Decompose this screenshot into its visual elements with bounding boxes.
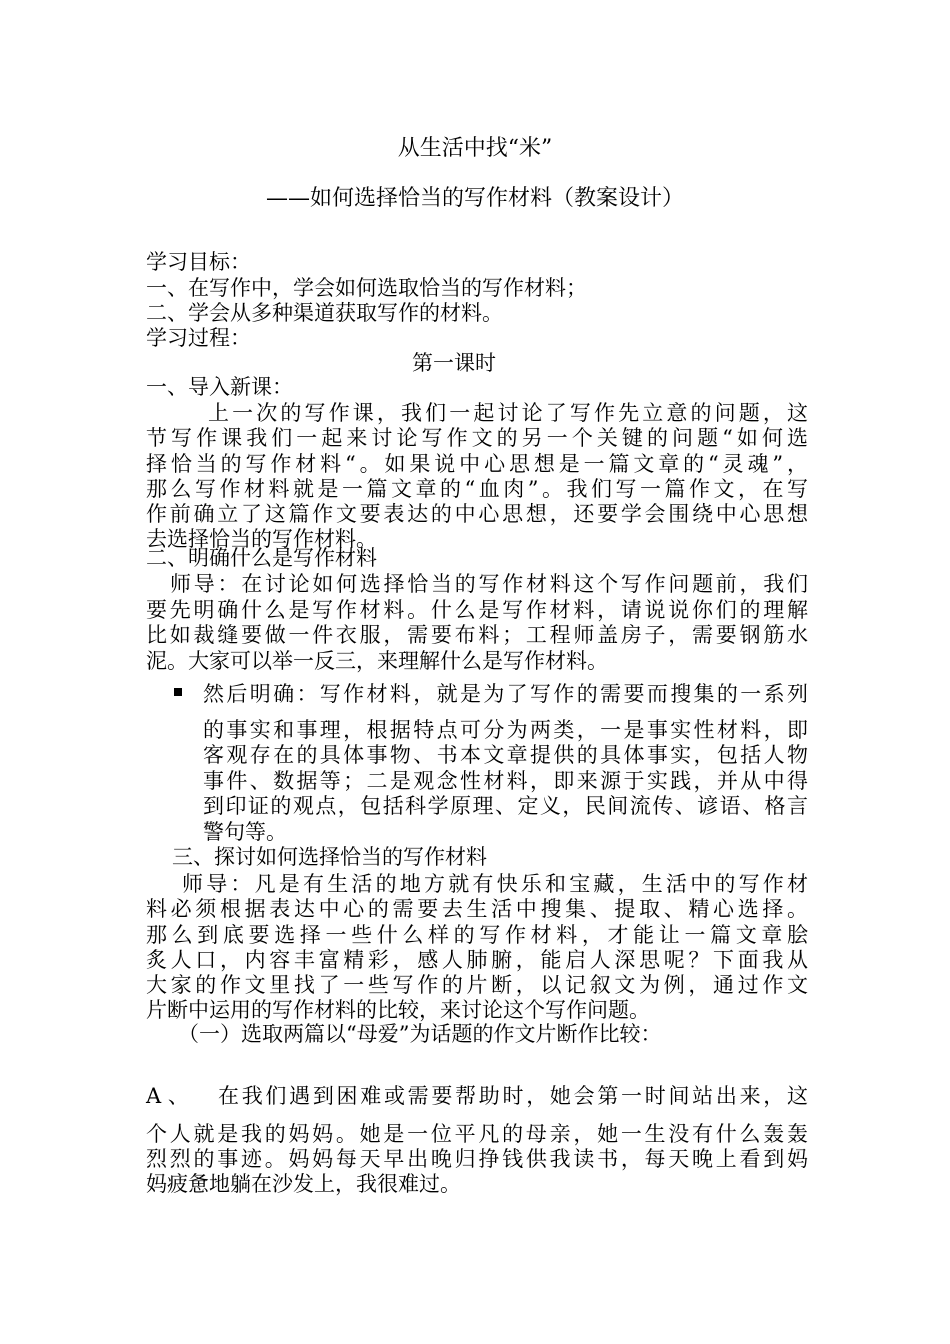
bullet-line: 到印证的观点，包括科学原理、定义，民间流传、谚语、格言 [203, 794, 808, 818]
objective-item: 一、在写作中，学会如何选取恰当的写作材料； [146, 276, 587, 300]
bullet-line: 事件、数据等；二是观念性材料，即来源于实践，并从中得 [203, 769, 808, 793]
section2-line: 要先明确什么是写作材料。什么是写作材料，请说说你们的理解 [146, 598, 808, 622]
section3-heading: 三、探讨如何选择恰当的写作材料 [172, 845, 487, 869]
excerpt-a-line: 在我们遇到困难或需要帮助时，她会第一时间站出来，这 [218, 1084, 808, 1108]
lesson-heading: 第一课时 [412, 351, 496, 375]
section3-line: 大家的作文里找了一些写作的片断，以记叙文为例，通过作文 [146, 973, 808, 997]
section2-heading: 二、明确什么是写作材料 [146, 546, 377, 570]
section1-line: 去选择恰当的写作材料。 [146, 527, 377, 551]
bullet-square-icon [174, 688, 182, 696]
section2-line: 泥。大家可以举一反三，来理解什么是写作材料。 [146, 649, 608, 673]
bullet-line: 警句等。 [203, 820, 287, 844]
page-subtitle: ——如何选择恰当的写作材料（教案设计） [265, 186, 684, 211]
section1-line: 作前确立了这篇作文要表达的中心思想，还要学会围绕中心思想 [146, 502, 808, 526]
bullet-line: 客观存在的具体事物、书本文章提供的具体事实，包括人物 [203, 743, 808, 767]
section1-line: 上一次的写作课，我们一起讨论了写作先立意的问题，这 [208, 401, 808, 425]
section1-line: 那么写作材料就是一篇文章的“血肉”。我们写一篇作文，在写 [146, 477, 808, 501]
section3-line: 师导：凡是有生活的地方就有快乐和宝藏，生活中的写作材 [182, 872, 808, 896]
process-heading: 学习过程： [146, 326, 251, 350]
excerpt-a-label: A 、 [146, 1084, 189, 1108]
bullet-line: 的事实和事理，根据特点可分为两类，一是事实性材料，即 [203, 718, 808, 742]
bullet-line: 然后明确：写作材料，就是为了写作的需要而搜集的一系列 [203, 682, 808, 706]
section3-line: 片断中运用的写作材料的比较，来讨论这个写作问题。 [146, 998, 650, 1022]
section3-line: 那么到底要选择一些什么样的写作材料，才能让一篇文章脍 [146, 923, 808, 947]
section3-line: 料必须根据表达中心的需要去生活中搜集、提取、精心选择。 [146, 897, 808, 921]
section1-line: 择恰当的写作材料“。如果说中心思想是一篇文章的“灵魂”， [146, 452, 808, 476]
section3-line: 炙人口，内容丰富精彩，感人肺腑，能启人深思呢？下面我从 [146, 948, 808, 972]
section1-line: 节写作课我们一起来讨论写作文的另一个关键的问题“如何选 [146, 426, 808, 450]
objectives-heading: 学习目标： [146, 250, 251, 274]
excerpt-a-line: 妈疲惫地躺在沙发上，我很难过。 [146, 1172, 461, 1196]
excerpt-a-line: 烈烈的事迹。妈妈每天早出晚归挣钱供我读书，每天晚上看到妈 [146, 1147, 808, 1171]
section2-line: 师导：在讨论如何选择恰当的写作材料这个写作问题前，我们 [170, 572, 808, 596]
page-title: 从生活中找“米” [397, 136, 553, 161]
excerpt-a-line: 个人就是我的妈妈。她是一位平凡的母亲，她一生没有什么轰轰 [146, 1122, 808, 1146]
section2-line: 比如裁缝要做一件衣服，需要布料；工程师盖房子，需要钢筋水 [146, 623, 808, 647]
section1-heading: 一、导入新课： [146, 375, 293, 399]
objective-item: 二、学会从多种渠道获取写作的材料。 [146, 301, 503, 325]
section3-subheading: （一）选取两篇以“母爱”为话题的作文片断作比较： [178, 1022, 662, 1046]
